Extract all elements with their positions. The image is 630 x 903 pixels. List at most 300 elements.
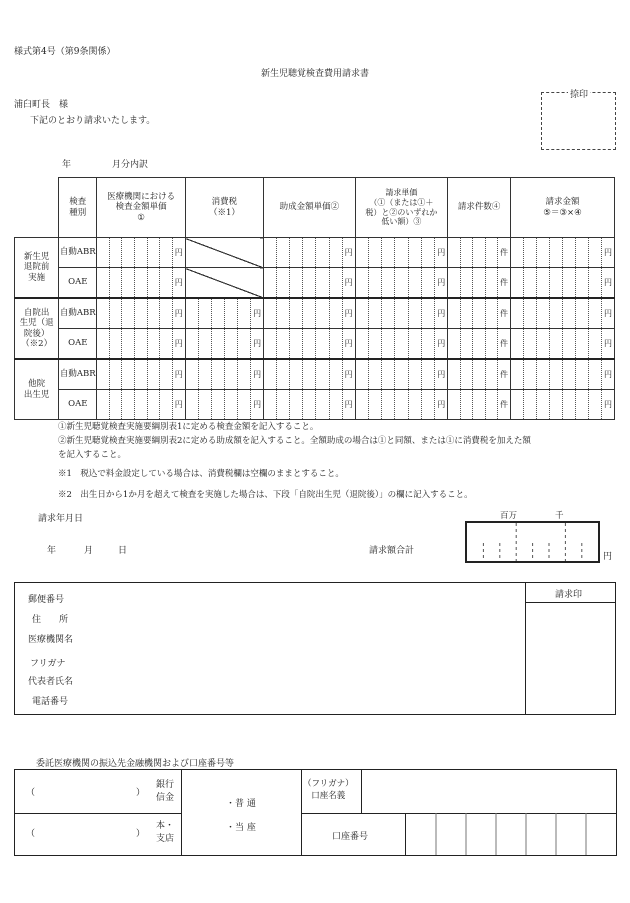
digit-box[interactable] [330, 390, 343, 419]
digit-box[interactable] [524, 390, 537, 419]
digit-box[interactable] [277, 360, 290, 389]
digit-box[interactable] [199, 329, 212, 358]
unit-label: 円 [604, 400, 612, 409]
digit-box[interactable] [524, 329, 537, 358]
digit-box[interactable] [461, 299, 473, 328]
digit-box[interactable] [511, 329, 524, 358]
digit-box[interactable] [448, 268, 460, 297]
digit-box[interactable] [395, 390, 408, 419]
claim-year: 年 [47, 546, 57, 556]
digit-box[interactable] [461, 360, 473, 389]
digit-box[interactable] [550, 299, 563, 328]
digit-boxes [264, 299, 355, 328]
digit-boxes [264, 390, 355, 419]
amount-entry-cell[interactable] [355, 359, 448, 390]
digit-box[interactable] [589, 390, 602, 419]
tax-slashed-cell[interactable] [185, 238, 263, 268]
digit-boxes [356, 390, 448, 419]
digit-box[interactable] [290, 268, 303, 297]
digit-box[interactable] [486, 238, 498, 267]
digit-box[interactable] [110, 329, 123, 358]
unit-label: 円 [344, 339, 353, 348]
digit-box[interactable] [473, 299, 485, 328]
digit-box[interactable] [473, 329, 485, 358]
digit-box[interactable] [461, 329, 473, 358]
note-2-cont: を記入すること。 [58, 450, 127, 460]
digit-box[interactable] [395, 299, 408, 328]
institution-name-label: 医療機関名 [28, 635, 74, 645]
institution-box [14, 582, 616, 715]
page-title: 新生児聴覚検査費用請求書 [260, 69, 369, 79]
digit-box[interactable] [550, 238, 563, 267]
digit-box[interactable] [330, 360, 343, 389]
digit-box[interactable] [199, 360, 212, 389]
digit-box[interactable] [290, 390, 303, 419]
digit-box[interactable] [238, 390, 251, 419]
unit-label: 件 [499, 248, 508, 257]
digit-box[interactable] [135, 360, 148, 389]
digit-box[interactable] [199, 299, 212, 328]
digit-box[interactable] [382, 390, 395, 419]
digit-box[interactable] [330, 268, 343, 297]
digit-box[interactable] [330, 329, 343, 358]
digit-box[interactable] [537, 238, 550, 267]
group-label: 他院 出生児 [15, 359, 59, 420]
note-2: ②新生児聴覚検査実施要綱別表2に定める助成額を記入すること。全額助成の場合は①と同額、または①に消費税を加えた額 [58, 436, 531, 446]
furigana-label: フリガナ [30, 659, 66, 669]
month-label: 月分内訳 [112, 160, 149, 170]
amount-entry-cell[interactable] [448, 238, 511, 268]
digit-box[interactable] [382, 360, 395, 389]
digit-box[interactable] [148, 268, 161, 297]
header-tax: 消費税 （※1） [185, 178, 263, 238]
digit-box[interactable] [160, 390, 173, 419]
amount-entry-cell[interactable] [97, 268, 186, 299]
digit-box[interactable] [290, 238, 303, 267]
digit-box[interactable] [448, 238, 460, 267]
seal-label: 捺印 [568, 87, 590, 100]
unit-label: 円 [174, 400, 183, 409]
breakdown-table [14, 177, 615, 420]
digit-box[interactable] [369, 329, 382, 358]
digit-box[interactable] [537, 268, 550, 297]
digit-box[interactable] [148, 360, 161, 389]
amount-entry-cell[interactable] [97, 298, 186, 329]
digit-box[interactable] [422, 299, 435, 328]
form-number: 様式第4号（第9条関係） [14, 47, 116, 57]
digit-box[interactable] [356, 390, 369, 419]
digit-boxes [186, 390, 263, 419]
digit-box[interactable] [524, 299, 537, 328]
digit-box[interactable] [356, 329, 369, 358]
unit-label: 円 [344, 248, 353, 257]
header-type: 検査 種別 [59, 178, 97, 238]
digit-box[interactable] [148, 238, 161, 267]
digit-box[interactable] [264, 390, 277, 419]
digit-box[interactable] [330, 238, 343, 267]
digit-box[interactable] [576, 268, 589, 297]
amount-entry-cell[interactable] [448, 268, 511, 299]
unit-label: 円 [174, 370, 183, 379]
digit-box[interactable] [422, 238, 435, 267]
seal-box[interactable] [541, 92, 616, 150]
digit-box[interactable] [122, 299, 135, 328]
amount-entry-cell[interactable] [185, 359, 263, 390]
digit-box[interactable] [448, 390, 460, 419]
digit-box[interactable] [110, 390, 123, 419]
total-label: 請求額合計 [369, 546, 415, 556]
digit-box[interactable] [576, 238, 589, 267]
digit-box[interactable] [422, 329, 435, 358]
digit-box[interactable] [277, 299, 290, 328]
digit-boxes [448, 299, 510, 328]
digit-box[interactable] [122, 360, 135, 389]
digit-box[interactable] [110, 268, 123, 297]
claim-day: 日 [118, 546, 128, 556]
holder-label: （フリガナ） 口座名義 [303, 779, 354, 801]
digit-box[interactable] [186, 329, 199, 358]
total-yen: 円 [603, 552, 613, 562]
digit-box[interactable] [110, 360, 123, 389]
digit-box[interactable] [316, 329, 329, 358]
digit-box[interactable] [316, 238, 329, 267]
digit-box[interactable] [264, 238, 277, 267]
total-amount-box[interactable] [465, 521, 600, 563]
digit-box[interactable] [395, 360, 408, 389]
digit-box[interactable] [303, 268, 316, 297]
tax-slashed-cell[interactable] [185, 268, 263, 299]
header-amount: 請求金額 ⑤＝③×④ [511, 178, 615, 238]
digit-box[interactable] [316, 268, 329, 297]
digit-box[interactable] [225, 360, 238, 389]
amount-entry-cell[interactable] [185, 298, 263, 329]
amount-entry-cell[interactable] [97, 359, 186, 390]
digit-box[interactable] [486, 268, 498, 297]
digit-box[interactable] [550, 329, 563, 358]
digit-box[interactable] [563, 360, 576, 389]
digit-box[interactable] [160, 299, 173, 328]
digit-boxes [356, 268, 448, 297]
amount-entry-cell[interactable] [264, 268, 356, 299]
digit-boxes [97, 329, 185, 358]
bank-type-label: 銀行 信金 [156, 780, 175, 803]
digit-boxes [97, 299, 185, 328]
digit-box[interactable] [97, 299, 110, 328]
digit-box[interactable] [316, 390, 329, 419]
digit-box[interactable] [148, 390, 161, 419]
digit-box[interactable] [461, 238, 473, 267]
digit-box[interactable] [461, 390, 473, 419]
amount-entry-cell[interactable] [97, 390, 186, 420]
digit-boxes [186, 329, 263, 358]
digit-box[interactable] [382, 329, 395, 358]
digit-box[interactable] [511, 299, 524, 328]
digit-box[interactable] [524, 238, 537, 267]
digit-boxes [97, 238, 185, 267]
digit-boxes [511, 360, 614, 389]
digit-box[interactable] [448, 299, 460, 328]
digit-box[interactable] [409, 329, 422, 358]
digit-box[interactable] [160, 329, 173, 358]
digit-box[interactable] [486, 329, 498, 358]
digit-box[interactable] [511, 268, 524, 297]
digit-box[interactable] [303, 390, 316, 419]
digit-box[interactable] [589, 238, 602, 267]
digit-box[interactable] [422, 268, 435, 297]
amount-entry-cell[interactable] [264, 390, 356, 420]
digit-box[interactable] [212, 390, 225, 419]
unit-label: 円 [344, 370, 353, 379]
digit-boxes [97, 268, 185, 297]
digit-box[interactable] [563, 329, 576, 358]
digit-box[interactable] [524, 268, 537, 297]
digit-box[interactable] [589, 329, 602, 358]
bank-title: 委託医療機関の振込先金融機関および口座番号等 [36, 759, 235, 769]
digit-box[interactable] [135, 299, 148, 328]
unit-label: 円 [174, 248, 183, 257]
digit-box[interactable] [225, 390, 238, 419]
digit-box[interactable] [122, 390, 135, 419]
test-type: 自動ABR [59, 238, 97, 268]
digit-box[interactable] [303, 360, 316, 389]
amount-entry-cell[interactable] [511, 359, 615, 390]
digit-box[interactable] [473, 390, 485, 419]
digit-box[interactable] [316, 360, 329, 389]
amount-entry-cell[interactable] [448, 298, 511, 329]
digit-box[interactable] [303, 329, 316, 358]
digit-box[interactable] [160, 268, 173, 297]
digit-box[interactable] [448, 329, 460, 358]
digit-box[interactable] [422, 390, 435, 419]
digit-box[interactable] [473, 268, 485, 297]
table-row [15, 390, 615, 420]
unit-label: 円 [437, 370, 446, 379]
digit-box[interactable] [290, 299, 303, 328]
digit-box[interactable] [409, 268, 422, 297]
digit-box[interactable] [303, 238, 316, 267]
unit-label: 件 [499, 339, 508, 348]
digit-box[interactable] [409, 238, 422, 267]
digit-box[interactable] [461, 268, 473, 297]
digit-box[interactable] [395, 238, 408, 267]
digit-box[interactable] [409, 360, 422, 389]
digit-box[interactable] [369, 360, 382, 389]
digit-box[interactable] [122, 329, 135, 358]
digit-box[interactable] [277, 238, 290, 267]
digit-box[interactable] [356, 268, 369, 297]
branch-paren-close: ） [136, 829, 146, 839]
note-4: ※2 出生日から1か月を超えて検査を実施した場合は、下段「自院出生児（退院後）」の欄に記入すること。 [58, 490, 473, 500]
test-type: OAE [59, 329, 97, 360]
digit-box[interactable] [537, 329, 550, 358]
digit-box[interactable] [563, 390, 576, 419]
digit-box[interactable] [97, 268, 110, 297]
digit-box[interactable] [225, 329, 238, 358]
digit-box[interactable] [369, 299, 382, 328]
digit-box[interactable] [537, 390, 550, 419]
digit-box[interactable] [395, 268, 408, 297]
header-claim-unit: 請求単価 （①（または①＋ 税）と②のいずれか 低い額）③ [355, 178, 448, 238]
digit-box[interactable] [382, 268, 395, 297]
digit-box[interactable] [369, 268, 382, 297]
digit-box[interactable] [148, 329, 161, 358]
digit-box[interactable] [290, 329, 303, 358]
digit-box[interactable] [148, 299, 161, 328]
digit-box[interactable] [395, 329, 408, 358]
digit-box[interactable] [277, 390, 290, 419]
digit-box[interactable] [110, 299, 123, 328]
digit-box[interactable] [369, 238, 382, 267]
note-1: ①新生児聴覚検査実施要綱別表1に定める検査金額を記入すること。 [58, 422, 319, 432]
amount-entry-cell[interactable] [355, 329, 448, 360]
digit-box[interactable] [264, 268, 277, 297]
digit-box[interactable] [589, 268, 602, 297]
digit-box[interactable] [511, 390, 524, 419]
digit-box[interactable] [212, 360, 225, 389]
amount-entry-cell[interactable] [511, 329, 615, 360]
digit-box[interactable] [382, 299, 395, 328]
amount-entry-cell[interactable] [185, 390, 263, 420]
digit-box[interactable] [330, 299, 343, 328]
unit-label: 円 [253, 400, 262, 409]
digit-boxes [356, 360, 448, 389]
digit-box[interactable] [409, 390, 422, 419]
branch-paren-open: （ [26, 829, 36, 839]
amount-entry-cell[interactable] [97, 238, 186, 268]
digit-box[interactable] [277, 268, 290, 297]
digit-box[interactable] [511, 238, 524, 267]
digit-box[interactable] [550, 268, 563, 297]
digit-box[interactable] [160, 360, 173, 389]
digit-box[interactable] [422, 360, 435, 389]
digit-box[interactable] [511, 360, 524, 389]
amount-entry-cell[interactable] [355, 298, 448, 329]
amount-entry-cell[interactable] [511, 268, 615, 299]
amount-entry-cell[interactable] [511, 390, 615, 420]
amount-entry-cell[interactable] [264, 298, 356, 329]
digit-box[interactable] [199, 390, 212, 419]
digit-box[interactable] [486, 390, 498, 419]
amount-entry-cell[interactable] [355, 238, 448, 268]
digit-box[interactable] [563, 238, 576, 267]
table-header-row [15, 178, 615, 238]
digit-box[interactable] [238, 299, 251, 328]
digit-box[interactable] [122, 268, 135, 297]
digit-box[interactable] [212, 299, 225, 328]
digit-box[interactable] [576, 360, 589, 389]
amount-entry-cell[interactable] [264, 238, 356, 268]
digit-box[interactable] [316, 299, 329, 328]
amount-entry-cell[interactable] [264, 329, 356, 360]
digit-box[interactable] [135, 238, 148, 267]
digit-box[interactable] [290, 360, 303, 389]
digit-box[interactable] [225, 299, 238, 328]
digit-box[interactable] [186, 390, 199, 419]
amount-entry-cell[interactable] [355, 268, 448, 299]
digit-box[interactable] [576, 329, 589, 358]
digit-box[interactable] [238, 360, 251, 389]
amount-entry-cell[interactable] [511, 298, 615, 329]
digit-box[interactable] [589, 299, 602, 328]
digit-box[interactable] [473, 360, 485, 389]
digit-box[interactable] [135, 390, 148, 419]
total-digit-dividers [467, 523, 598, 561]
digit-box[interactable] [303, 299, 316, 328]
unit-label: 円 [437, 400, 446, 409]
digit-boxes [186, 360, 263, 389]
digit-box[interactable] [409, 299, 422, 328]
amount-entry-cell[interactable] [448, 359, 511, 390]
digit-box[interactable] [110, 238, 123, 267]
digit-box[interactable] [473, 238, 485, 267]
digit-box[interactable] [369, 390, 382, 419]
digit-box[interactable] [563, 299, 576, 328]
amount-entry-cell[interactable] [448, 329, 511, 360]
amount-entry-cell[interactable] [185, 329, 263, 360]
digit-box[interactable] [550, 390, 563, 419]
unit-label: 円 [604, 278, 612, 287]
digit-box[interactable] [486, 360, 498, 389]
digit-box[interactable] [160, 238, 173, 267]
digit-box[interactable] [97, 390, 110, 419]
digit-box[interactable] [524, 360, 537, 389]
digit-box[interactable] [576, 299, 589, 328]
digit-box[interactable] [356, 238, 369, 267]
digit-box[interactable] [264, 360, 277, 389]
digit-box[interactable] [186, 299, 199, 328]
digit-box[interactable] [186, 360, 199, 389]
digit-box[interactable] [97, 238, 110, 267]
digit-box[interactable] [264, 329, 277, 358]
digit-box[interactable] [97, 360, 110, 389]
digit-box[interactable] [135, 268, 148, 297]
table-row [15, 298, 615, 329]
digit-box[interactable] [576, 390, 589, 419]
amount-entry-cell[interactable] [355, 390, 448, 420]
digit-box[interactable] [264, 299, 277, 328]
digit-box[interactable] [135, 329, 148, 358]
digit-box[interactable] [448, 360, 460, 389]
amount-entry-cell[interactable] [264, 359, 356, 390]
digit-box[interactable] [277, 329, 290, 358]
digit-box[interactable] [563, 268, 576, 297]
digit-box[interactable] [589, 360, 602, 389]
digit-box[interactable] [122, 238, 135, 267]
digit-box[interactable] [356, 299, 369, 328]
current-option[interactable]: ・当 座 [226, 823, 256, 833]
amount-entry-cell[interactable] [511, 238, 615, 268]
unit-label: 円 [437, 339, 446, 348]
digit-box[interactable] [382, 238, 395, 267]
digit-boxes [264, 329, 355, 358]
amount-entry-cell[interactable] [448, 390, 511, 420]
digit-boxes [511, 238, 614, 267]
digit-box[interactable] [537, 360, 550, 389]
digit-box[interactable] [486, 299, 498, 328]
amount-entry-cell[interactable] [97, 329, 186, 360]
digit-box[interactable] [356, 360, 369, 389]
digit-boxes [511, 299, 614, 328]
digit-box[interactable] [212, 329, 225, 358]
digit-box[interactable] [537, 299, 550, 328]
divider-3 [361, 770, 362, 813]
digit-box[interactable] [97, 329, 110, 358]
digit-boxes [97, 360, 185, 389]
ordinary-option[interactable]: ・普 通 [226, 799, 256, 809]
digit-box[interactable] [238, 329, 251, 358]
digit-box[interactable] [550, 360, 563, 389]
claim-date-label: 請求年月日 [38, 514, 84, 524]
